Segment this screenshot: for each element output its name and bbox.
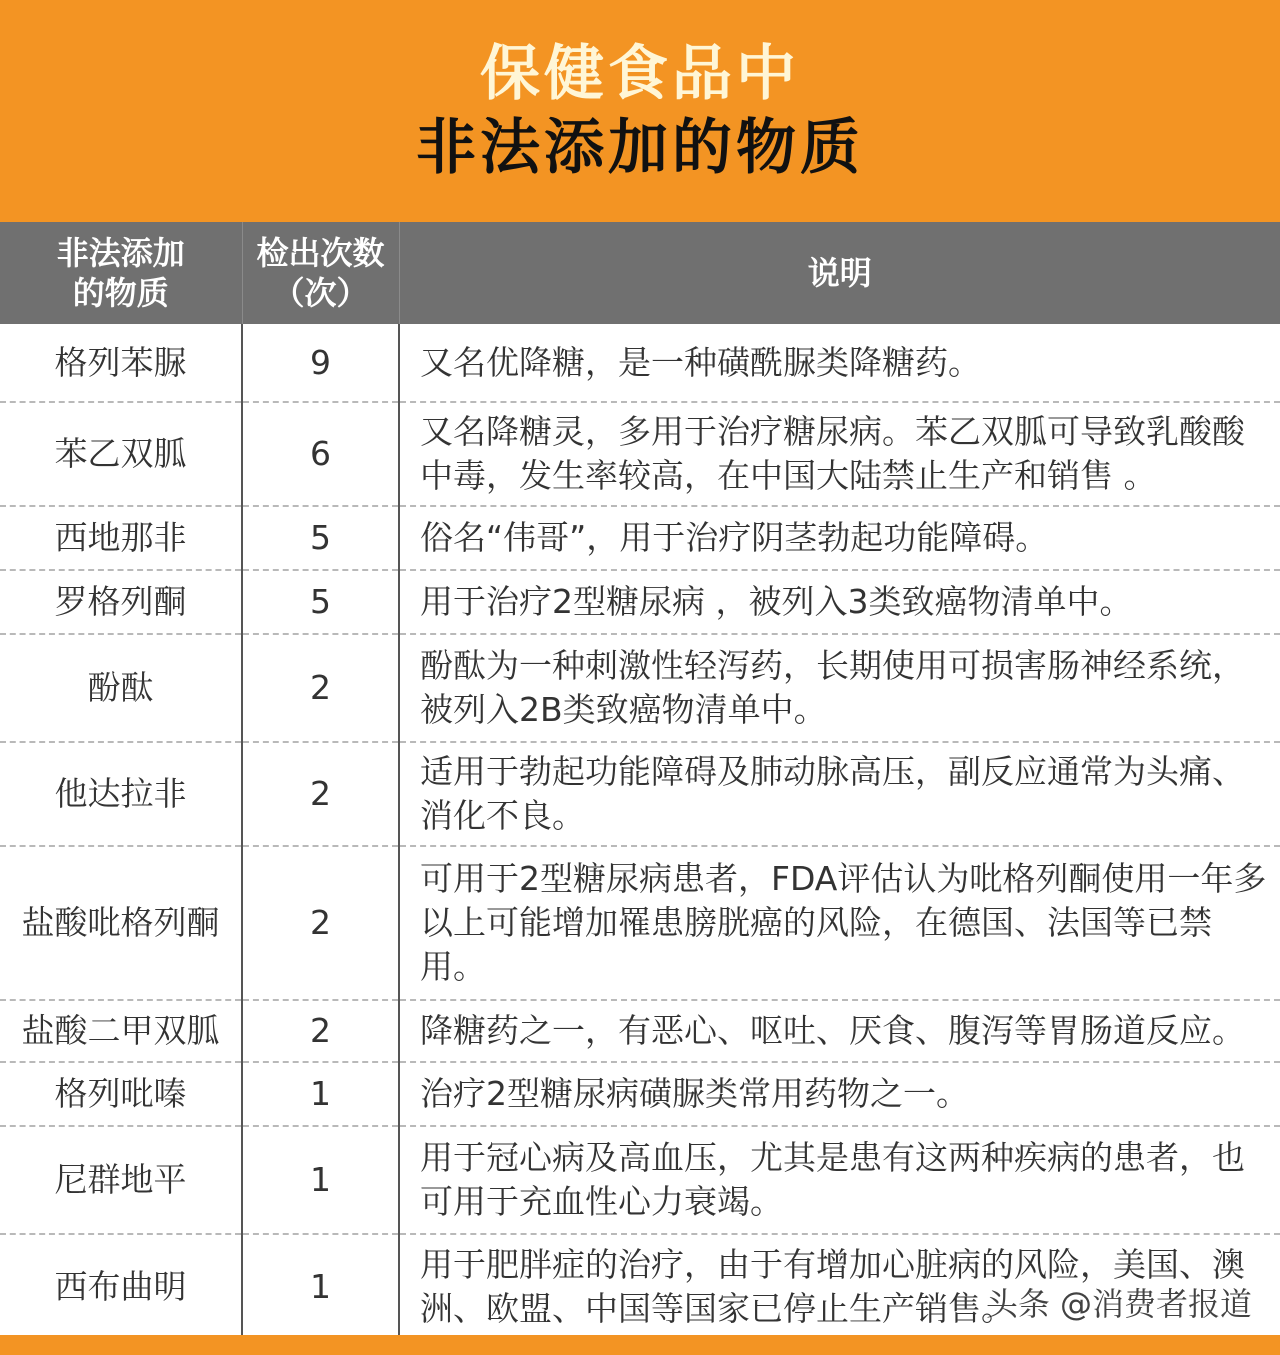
table-row — [0, 506, 1280, 570]
description-cell: 俗名“伟哥”，用于治疗阴茎勃起功能障碍。 — [399, 506, 1280, 570]
table-header-row — [0, 222, 1280, 324]
footer-bar — [0, 1335, 1280, 1355]
header-description: 说明 — [399, 222, 1280, 324]
substance-name-cell: 盐酸二甲双胍 — [0, 1000, 242, 1062]
detection-count-cell: 5 — [242, 570, 399, 634]
detection-count-cell: 1 — [242, 1234, 399, 1338]
table-row — [0, 1126, 1280, 1234]
detection-count-cell: 2 — [242, 634, 399, 742]
table-row — [0, 1000, 1280, 1062]
description-cell: 可用于2型糖尿病患者，FDA评估认为吡格列酮使用一年多以上可能增加罹患膀胱癌的风险，在德国、法国等已禁用。 — [399, 846, 1280, 1000]
detection-count-cell: 6 — [242, 402, 399, 506]
table-row — [0, 846, 1280, 1000]
description-cell: 酚酞为一种刺激性轻泻药，长期使用可损害肠神经系统，被列入2B类致癌物清单中。 — [399, 634, 1280, 742]
substances-table — [0, 222, 1280, 1338]
description-cell: 用于冠心病及高血压，尤其是患有这两种疾病的患者，也可用于充血性心力衰竭。 — [399, 1126, 1280, 1234]
description-cell: 适用于勃起功能障碍及肺动脉高压，副反应通常为头痛、消化不良。 — [399, 742, 1280, 846]
substance-name-cell: 格列吡嗪 — [0, 1062, 242, 1126]
substance-name-cell: 格列苯脲 — [0, 324, 242, 402]
table-row — [0, 1062, 1280, 1126]
description-cell: 治疗2型糖尿病磺脲类常用药物之一。 — [399, 1062, 1280, 1126]
substance-name-cell: 苯乙双胍 — [0, 402, 242, 506]
detection-count-cell: 2 — [242, 846, 399, 1000]
header-count: 检出次数（次） — [242, 222, 399, 324]
substance-name-cell: 酚酞 — [0, 634, 242, 742]
table-row — [0, 742, 1280, 846]
detection-count-cell: 1 — [242, 1126, 399, 1234]
detection-count-cell: 9 — [242, 324, 399, 402]
title-banner — [0, 0, 1280, 222]
description-cell: 又名优降糖，是一种磺酰脲类降糖药。 — [399, 324, 1280, 402]
detection-count-cell: 2 — [242, 1000, 399, 1062]
table-row — [0, 634, 1280, 742]
title-line-1: 保健食品中 — [480, 39, 800, 109]
substance-name-cell: 盐酸吡格列酮 — [0, 846, 242, 1000]
table-row — [0, 402, 1280, 506]
description-cell: 又名降糖灵，多用于治疗糖尿病。苯乙双胍可导致乳酸酸中毒，发生率较高，在中国大陆禁止生产和销售 。 — [399, 402, 1280, 506]
watermark-text: 头条 @消费者报道 — [985, 1285, 1252, 1323]
substance-name-cell: 西布曲明 — [0, 1234, 242, 1338]
table-row — [0, 324, 1280, 402]
header-substance: 非法添加的物质 — [0, 222, 242, 324]
detection-count-cell: 1 — [242, 1062, 399, 1126]
substance-name-cell: 他达拉非 — [0, 742, 242, 846]
detection-count-cell: 2 — [242, 742, 399, 846]
substance-name-cell: 罗格列酮 — [0, 570, 242, 634]
description-cell: 用于肥胖症的治疗，由于有增加心脏病的风险，美国、澳洲、欧盟、中国等国家已停止生产销售。 — [420, 1244, 1245, 1328]
detection-count-cell: 5 — [242, 506, 399, 570]
description-cell: 用于治疗2型糖尿病 ，被列入3类致癌物清单中。 — [399, 570, 1280, 634]
table-row — [0, 570, 1280, 634]
title-line-2: 非法添加的物质 — [416, 113, 864, 183]
substance-name-cell: 西地那非 — [0, 506, 242, 570]
substance-name-cell: 尼群地平 — [0, 1126, 242, 1234]
description-cell: 降糖药之一，有恶心、呕吐、厌食、腹泻等胃肠道反应。 — [399, 1000, 1280, 1062]
